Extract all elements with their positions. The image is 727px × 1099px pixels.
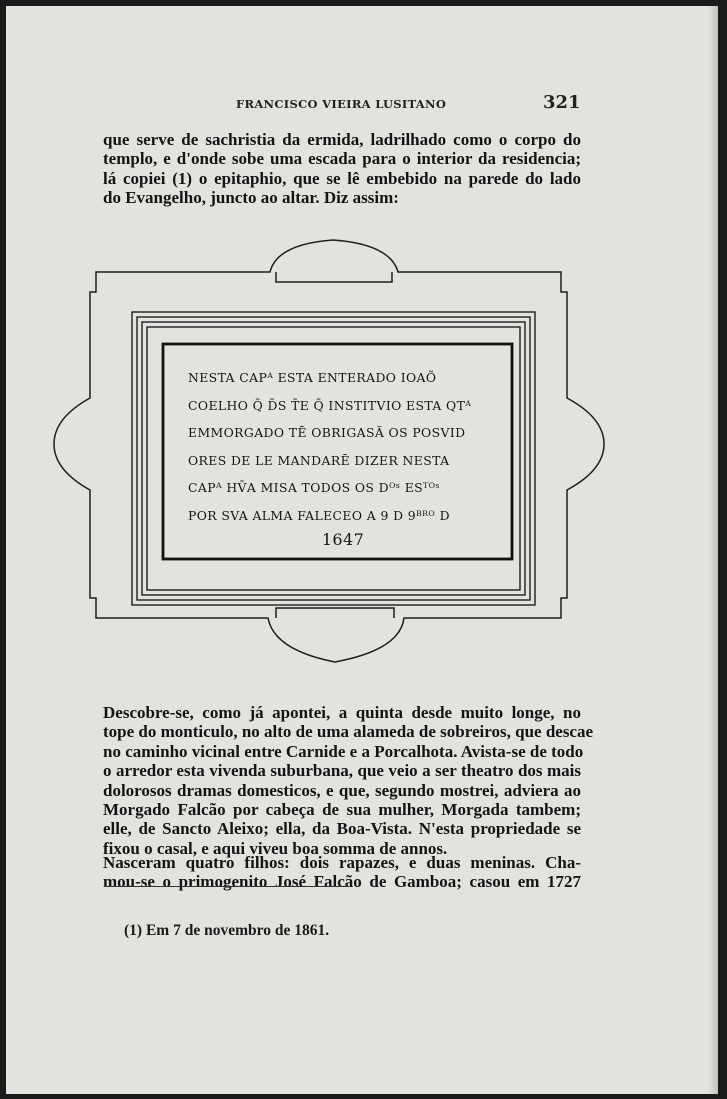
book-page [6,6,718,1094]
epitaph-line: COELHO Q̄ D̄S T̄E Q̄ INSTITVIO ESTA QTᴬ [188,397,472,413]
running-title: FRANCISCO VIEIRA LUSITANO [236,97,447,111]
text-line: dolorosos dramas domesticos, e que, segundo mostrei, adviera ao [103,780,581,800]
text-line: Morgado Falcão por cabeça de sua mulher, Morgada tambem; [103,800,581,820]
text-line: que serve de sachristia da ermida, ladrilhado como o corpo do [103,130,581,149]
text-line: tope do monticulo, no alto de uma alameda de sobreiros, que descae [103,722,594,742]
epitaph-line: NESTA CAPᴬ ESTA ENTERADO IOAÕ [188,370,437,385]
text-line: elle, de Sancto Aleixo; ella, da Boa-Vista. N'esta propriedade se [103,819,581,839]
epitaph-line: ORES DE LE MANDARĒ DIZER NESTA [188,452,450,468]
text-line: lá copiei (1) o epitaphio, que se lê embebido na parede do lado [103,168,581,188]
footnote-divider [104,886,349,887]
epitaph-line: POR SVA ALMA FALECEO A 9 D 9ᴮᴿᴼ D [188,507,450,523]
text-line: do Evangelho, juncto ao altar. Diz assim: [103,188,399,208]
epitaph-line: EMMORGADO TĒ OBRIGASÃ OS POSVID [188,425,466,440]
epitaph-line: CAPᴬ HV̄A MISA TODOS OS Dᴼˢ ESᵀᴼˢ [188,480,441,495]
text-line: o arredor esta vivenda suburbana, que veio a ser theatro dos mais [103,761,581,781]
page-number: 321 [543,92,581,113]
text-line: mou-se o primogenito José Falcão de Gamboa; casou em 1727 [103,872,581,892]
epitaph-inscription [188,364,498,551]
text-line: Nasceram quatro filhos: dois rapazes, e duas meninas. Cha- [103,853,581,872]
text-line: no caminho vicinal entre Carnide e a Porcalhota. Avista-se de todo [103,741,584,761]
text-line: fixou o casal, e aqui viveu boa somma de annos. [103,838,448,858]
text-line: templo, e d'onde sobe uma escada para o interior da residencia; [103,149,581,169]
scan-shadow [708,6,718,1094]
epitaph-year: 1647 [321,530,365,549]
footnote: (1) Em 7 de novembro de 1861. [124,922,330,939]
text-line: Descobre-se, como já apontei, a quinta desde muito longe, no [103,703,581,722]
paragraph-quinta [103,703,594,858]
